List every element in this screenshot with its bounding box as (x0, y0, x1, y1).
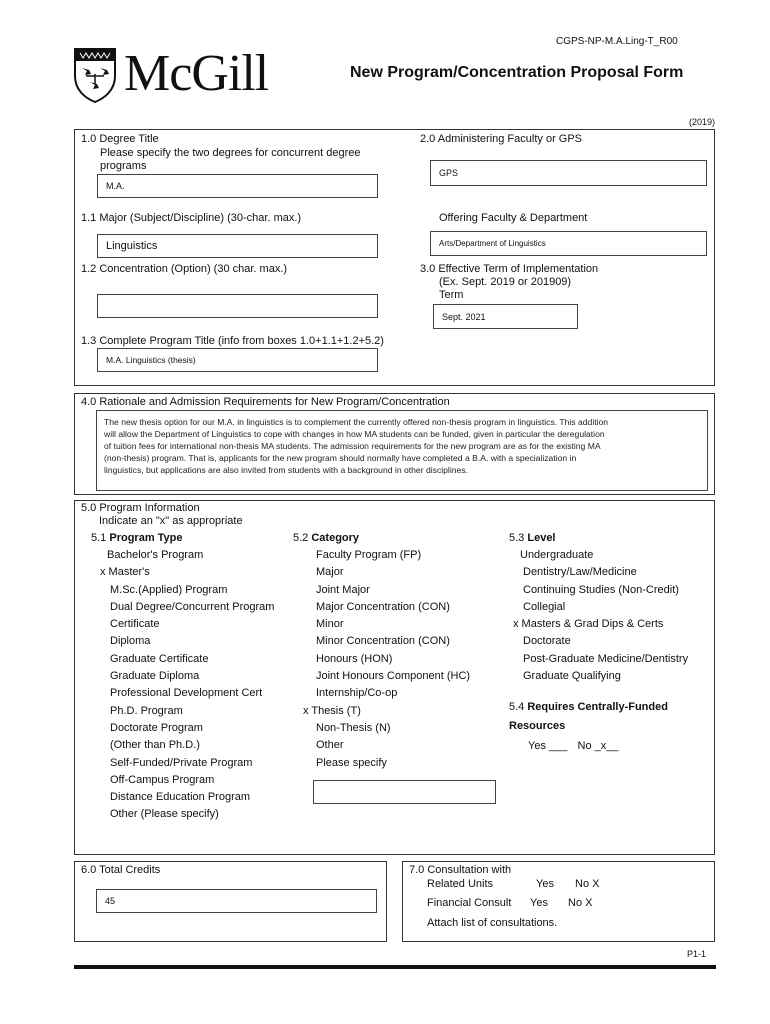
level-item[interactable]: x Masters & Grad Dips & Certs (513, 618, 664, 631)
rationale-label: 4.0 Rationale and Admission Requirements for New Program/Concentration (81, 396, 450, 408)
offering-dept-label: Offering Faculty & Department (439, 212, 588, 224)
offering-dept-field[interactable]: Arts/Department of Linguistics (430, 231, 707, 256)
degree-title-label: 1.0 Degree Title (81, 133, 159, 145)
mcgill-logo-text: McGill (124, 45, 269, 102)
financial-consult-label: Financial Consult (427, 897, 512, 909)
term-field[interactable]: Sept. 2021 (433, 304, 578, 329)
financial-consult-yes[interactable]: Yes (530, 897, 548, 909)
form-code: CGPS-NP-M.A.Ling-T_R00 (556, 36, 678, 47)
rationale-line: of tuition fees for international non-thesis MA students. The admission requirements for the new program are as for the existing MA (104, 441, 601, 451)
form-year: (2019) (689, 117, 716, 127)
program-type-item[interactable]: Ph.D. Program (110, 704, 183, 717)
program-info-hint: Indicate an "x" as appropriate (99, 515, 243, 527)
program-type-item[interactable]: Other (Please specify) (110, 808, 219, 821)
program-type-item[interactable]: x Master's (100, 566, 150, 579)
program-type-item[interactable]: Off-Campus Program (110, 773, 215, 786)
category-title: Category (311, 532, 360, 544)
level-number: 5.3 (509, 532, 525, 544)
category-item[interactable]: Major Concentration (CON) (316, 600, 450, 613)
category-item: Please specify (316, 756, 387, 769)
program-type-item[interactable]: Graduate Diploma (110, 670, 200, 683)
resources-yes-label: Yes (528, 740, 546, 752)
attach-consultations-note: Attach list of consultations. (427, 917, 558, 929)
category-item[interactable]: Other (316, 739, 344, 752)
concentration-field[interactable] (97, 294, 378, 318)
related-units-no[interactable]: No X (575, 878, 600, 890)
program-type-item[interactable]: Professional Development Cert (110, 687, 263, 700)
rationale-line: linguistics, but applications are also invited from students with a background in other disciplines. (104, 465, 468, 475)
rationale-text (104, 416, 608, 476)
program-type-item[interactable]: Diploma (110, 635, 151, 648)
category-item[interactable]: Non-Thesis (N) (316, 721, 391, 734)
category-item[interactable]: Major (316, 566, 344, 579)
consultation-label: 7.0 Consultation with (409, 864, 512, 876)
program-type-item[interactable]: Dual Degree/Concurrent Program (110, 600, 275, 613)
level-item[interactable]: Dentistry/Law/Medicine (523, 566, 637, 579)
resources-heading (509, 701, 668, 713)
program-type-item[interactable]: Bachelor's Program (107, 549, 204, 561)
category-item[interactable]: Minor Concentration (CON) (316, 635, 450, 648)
concentration-label: 1.2 Concentration (Option) (30 char. max.) (81, 263, 288, 275)
resources-number: 5.4 (509, 701, 525, 713)
term-label: Term (439, 289, 464, 301)
admin-faculty-field[interactable]: GPS (430, 160, 707, 186)
program-type-list (100, 547, 274, 824)
total-credits-label: 6.0 Total Credits (81, 864, 161, 876)
major-label: 1.1 Major (Subject/Discipline) (30-char. max.) (81, 212, 302, 224)
program-type-item[interactable]: Doctorate Program (110, 721, 203, 734)
program-type-title: Program Type (109, 532, 183, 544)
category-item[interactable]: Joint Honours Component (HC) (316, 670, 471, 683)
degree-hint: Please specify the two degrees for concurrent degree (100, 147, 361, 159)
level-item[interactable]: Continuing Studies (Non-Credit) (523, 583, 679, 596)
related-units-label: Related Units (427, 878, 494, 890)
level-item[interactable]: Collegial (523, 600, 566, 613)
category-heading (293, 532, 359, 544)
category-specify-field[interactable] (313, 780, 496, 804)
resources-no-value[interactable]: _x__ (594, 740, 619, 752)
complete-title-field[interactable]: M.A. Linguistics (thesis) (97, 348, 378, 372)
program-type-item[interactable]: Graduate Certificate (110, 652, 209, 665)
category-item[interactable]: Internship/Co-op (316, 687, 398, 700)
level-item[interactable]: Doctorate (523, 635, 571, 648)
effective-term-example: (Ex. Sept. 2019 or 201909) (439, 276, 572, 288)
category-item[interactable]: Honours (HON) (316, 652, 393, 665)
level-list (513, 547, 688, 685)
category-list (303, 547, 470, 772)
program-type-item[interactable]: Certificate (110, 618, 160, 631)
category-item[interactable]: Joint Major (316, 583, 370, 596)
resources-answer (528, 740, 618, 752)
category-item[interactable]: Faculty Program (FP) (316, 549, 422, 561)
level-title: Level (527, 532, 556, 544)
category-item[interactable]: x Thesis (T) (303, 704, 361, 717)
effective-term-label: 3.0 Effective Term of Implementation (420, 263, 599, 275)
level-item[interactable]: Graduate Qualifying (523, 670, 621, 683)
financial-consult-no[interactable]: No X (568, 897, 593, 909)
level-heading (509, 532, 556, 544)
program-type-item[interactable]: Self-Funded/Private Program (110, 756, 253, 769)
rationale-line: (non-thesis) program. That is, applicants for the new program should normally have completed a B.A. with a specialization in (104, 453, 577, 463)
program-type-number: 5.1 (91, 532, 107, 544)
level-item[interactable]: Post-Graduate Medicine/Dentistry (523, 652, 689, 665)
degree-title-field[interactable]: M.A. (97, 174, 378, 198)
level-item[interactable]: Undergraduate (520, 549, 594, 561)
complete-title-label: 1.3 Complete Program Title (info from boxes 1.0+1.1+1.2+5.2) (81, 335, 384, 347)
program-type-item[interactable]: Distance Education Program (110, 791, 251, 804)
admin-faculty-label: 2.0 Administering Faculty or GPS (420, 133, 583, 145)
mcgill-crest-icon (72, 46, 118, 104)
category-item[interactable]: Minor (316, 618, 344, 631)
total-credits-field[interactable]: 45 (96, 889, 377, 913)
resources-title: Requires Centrally-Funded (527, 701, 668, 713)
rationale-line: will allow the Department of Linguistics to cope with changes in how MA students can be funded, given in particular the deregulation (104, 429, 605, 439)
rationale-line: The new thesis option for our M.A. in linguistics is to complement the currently offered non-thesis program in linguistics. This addition (104, 417, 609, 427)
program-type-heading (91, 532, 183, 544)
resources-no-label: No (577, 740, 592, 752)
major-field[interactable]: Linguistics (97, 234, 378, 258)
program-info-label: 5.0 Program Information (81, 502, 200, 514)
program-type-item: (Other than Ph.D.) (110, 739, 200, 752)
footer-rule (74, 965, 716, 969)
degree-hint-2: programs (100, 160, 147, 172)
program-type-item[interactable]: M.Sc.(Applied) Program (110, 583, 228, 596)
category-number: 5.2 (293, 532, 309, 544)
related-units-yes[interactable]: Yes (536, 878, 554, 890)
resources-yes-value[interactable]: ___ (549, 740, 568, 752)
form-title: New Program/Concentration Proposal Form (350, 64, 684, 81)
page-number: P1-1 (687, 949, 707, 959)
resources-title-2: Resources (509, 720, 566, 732)
